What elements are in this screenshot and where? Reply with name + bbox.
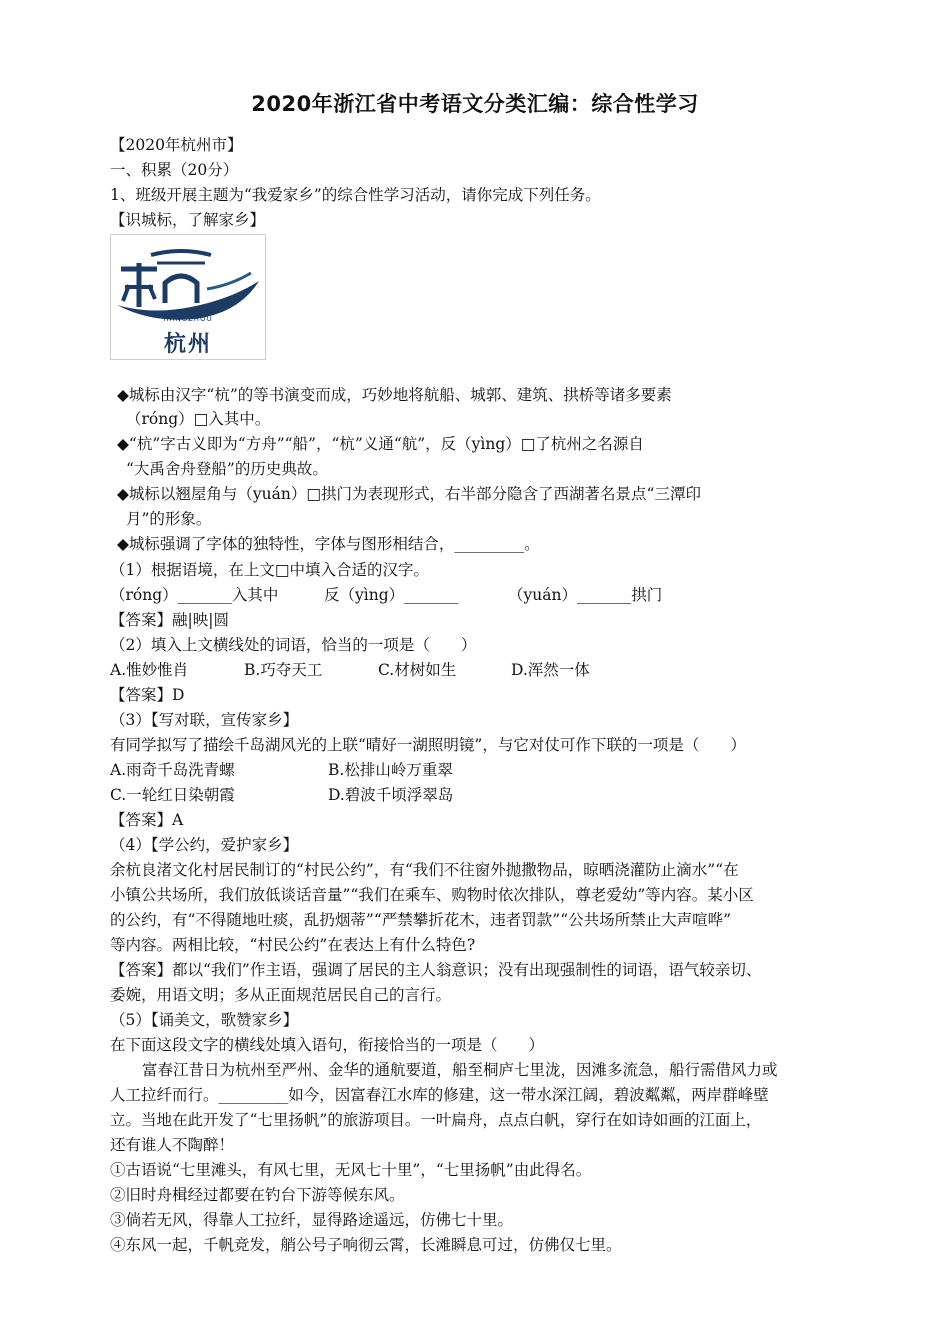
q1-5-passage-line-4: 还有谁人不陶醉！	[110, 1136, 235, 1154]
q1-3-option-d: D.碧波千顷浮翠岛	[328, 786, 454, 804]
bullet-2-line-1: ◆“杭”字古义即为“方舟”“船”，“杭”义通“航”，反（yìng）□了杭州之名源自	[117, 435, 644, 453]
q1-3-heading: （3）【写对联，宣传家乡】	[110, 711, 299, 729]
bullet-4-line-1: ◆城标强调了字体的独特性，字体与图形相结合，_________。	[117, 535, 540, 553]
logo-latin-text: HANGZHOU	[163, 315, 213, 323]
section-label: 【2020年杭州市】	[110, 136, 243, 154]
q1-1-fill-1: （róng）_______入其中	[110, 586, 279, 604]
part-heading: 一、积累（20分）	[110, 161, 239, 179]
q1-1-prompt: （1）根据语境，在上文□中填入合适的汉字。	[110, 561, 430, 579]
bullet-2-line-2: “大禹舍舟登船”的历史典故。	[126, 460, 328, 478]
q1-2-prompt: （2）填入上文横线处的词语，恰当的一项是（ ）	[110, 636, 477, 654]
bullet-1-line-2: （róng）□入其中。	[126, 410, 271, 428]
q1-2-option-a: A.惟妙惟肖	[110, 661, 189, 679]
q1-4-heading: （4）【学公约，爱护家乡】	[110, 836, 299, 854]
q1-2-option-b: B.巧夺天工	[244, 661, 323, 679]
q1-5-item-4: ④东风一起，千帆竞发，艄公号子响彻云霄，长滩瞬息可过，仿佛仅七里。	[110, 1236, 622, 1254]
q1-2-answer: 【答案】D	[110, 686, 185, 704]
task-heading: 【识城标，了解家乡】	[110, 211, 266, 229]
q1-5-item-2: ②旧时舟楫经过都要在钓台下游等候东风。	[110, 1186, 405, 1204]
q1-1-answer: 【答案】融|映|圆	[110, 611, 229, 629]
q1-2-option-c: C.材树如生	[378, 661, 457, 679]
q1-1-fill-2: 反（yìng）_______	[324, 586, 459, 604]
q1-5-passage-line-1: 富春江昔日为杭州至严州、金华的通航要道，船至桐庐七里泷，因滩多流急，船行需借风力或	[142, 1061, 778, 1079]
q1-3-option-a: A.雨奇千岛洗青螺	[110, 761, 235, 779]
q1-5-heading: （5）【诵美文，歌赞家乡】	[110, 1011, 299, 1029]
q1-5-passage-line-2: 人工拉纤而行。_________如今，因富春江水库的修建，这一带水深江阔，碧波粼粼，两岸群峰壁	[110, 1086, 769, 1104]
q1-4-line-1: 余杭良渚文化村居民制订的“村民公约”，有“我们不往窗外抛撒物品，晾晒浇灌防止滴水”“在	[110, 861, 739, 879]
bullet-1-line-1: ◆城标由汉字“杭”的等书演变而成，巧妙地将航船、城郭、建筑、拱桥等诸多要素	[117, 386, 672, 404]
q1-1-fill-3: （yuán）_______拱门	[508, 586, 663, 604]
q1-4-line-2: 小镇公共场所，我们放低谈话音量”“我们在乘车、购物时依次排队，尊老爱幼”等内容。某小区	[110, 886, 754, 904]
q1-3-prompt: 有同学拟写了描绘千岛湖风光的上联“晴好一湖照明镜”，与它对仗可作下联的一项是（ ）	[110, 736, 746, 754]
q1-4-answer-line-1: 【答案】都以“我们”作主语，强调了居民的主人翁意识；没有出现强制性的词语，语气较亲切、	[110, 961, 762, 979]
question-intro: 1、班级开展主题为“我爱家乡”的综合性学习活动，请你完成下列任务。	[110, 186, 601, 204]
page-title: 2020年浙江省中考语文分类汇编：综合性学习	[251, 92, 699, 116]
bullet-3-line-2: 月”的形象。	[126, 510, 212, 528]
q1-5-passage-line-3: 立。当地在此开发了“七里扬帆”的旅游项目。一叶扁舟，点点白帆，穿行在如诗如画的江面上，	[110, 1111, 762, 1129]
hangzhou-city-logo	[110, 234, 266, 360]
q1-3-option-c: C.一轮红日染朝霞	[110, 786, 235, 804]
q1-5-item-1: ①古语说“七里滩头，有风七里，无风七十里”，“七里扬帆”由此得名。	[110, 1161, 592, 1179]
logo-chinese-text: 杭州	[163, 332, 212, 357]
q1-4-line-4: 等内容。两相比较，“村民公约”在表达上有什么特色?	[110, 936, 476, 954]
q1-5-prompt: 在下面这段文字的横线处填入语句，衔接恰当的一项是（ ）	[110, 1036, 545, 1054]
q1-2-option-d: D.浑然一体	[511, 661, 590, 679]
q1-5-item-3: ③倘若无风，得靠人工拉纤，显得路途遥远，仿佛七十里。	[110, 1211, 514, 1229]
bullet-3-line-1: ◆城标以翘屋角与（yuán）□拱门为表现形式，右半部分隐含了西湖著名景点“三潭印	[117, 485, 701, 503]
q1-4-answer-line-2: 委婉，用语文明；多从正面规范居民自己的言行。	[110, 986, 452, 1004]
q1-3-option-b: B.松排山岭万重翠	[328, 761, 453, 779]
q1-3-answer: 【答案】A	[110, 811, 184, 829]
q1-4-line-3: 的公约，有“不得随地吐痰，乱扔烟蒂”“严禁攀折花木，违者罚款”“公共场所禁止大声喧哗”	[110, 911, 732, 929]
